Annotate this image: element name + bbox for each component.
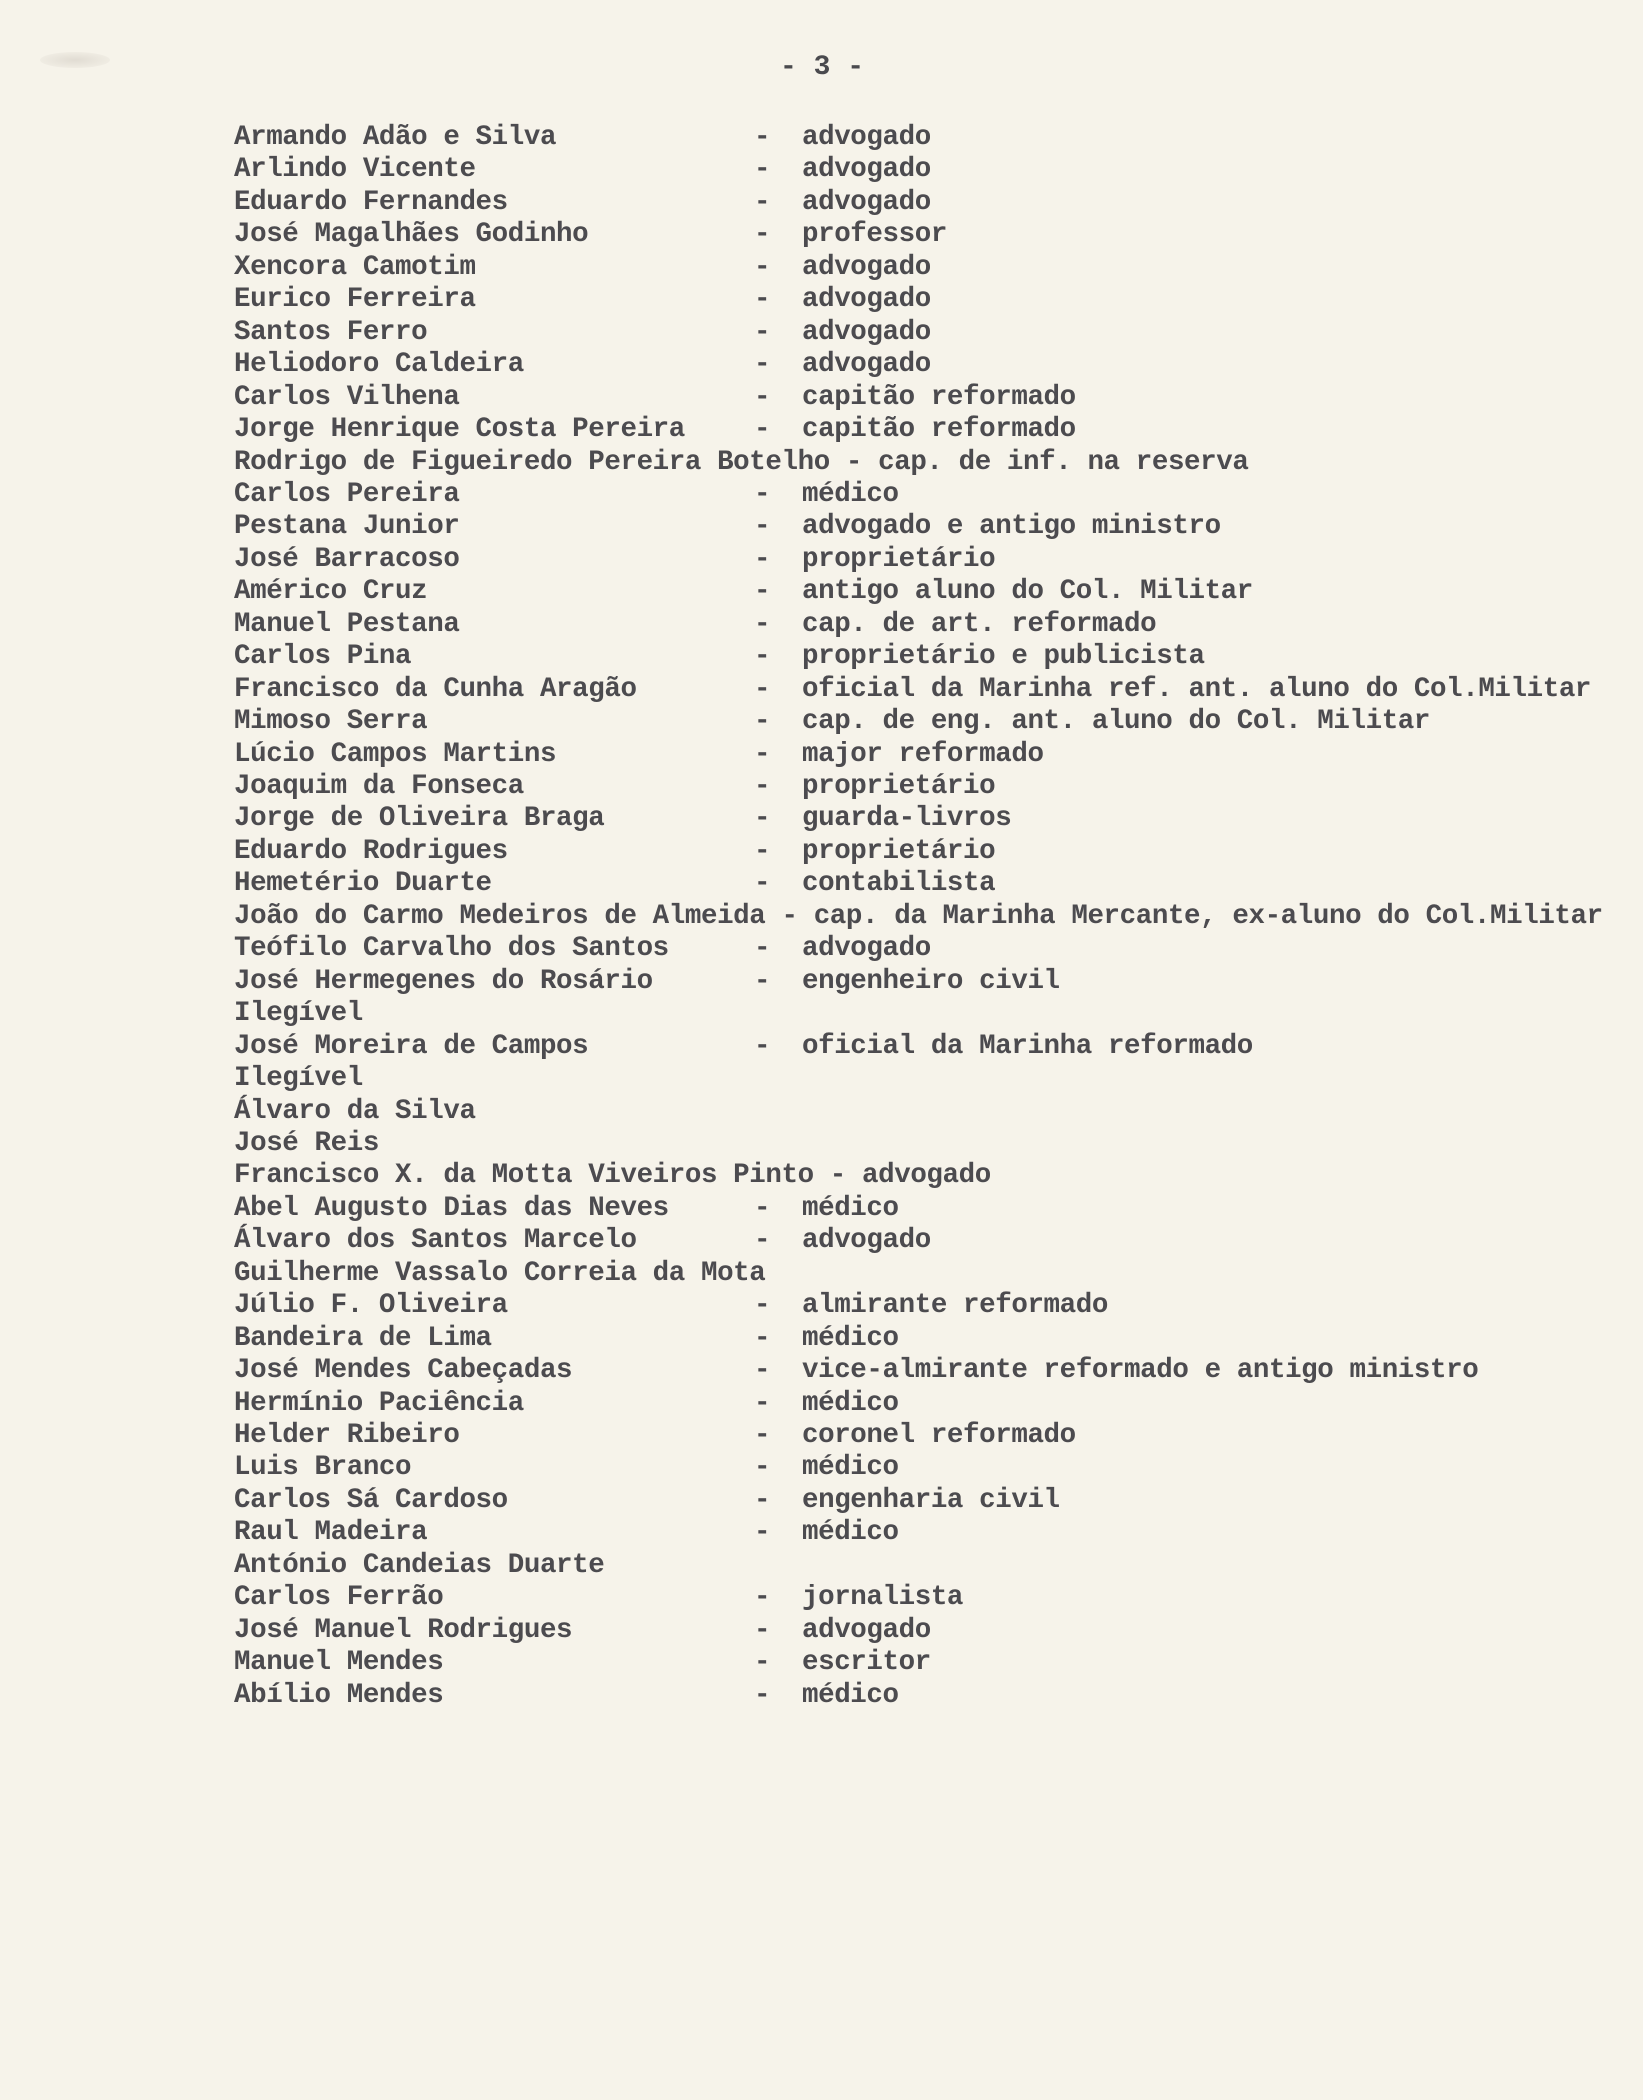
entry-name: Américo Cruz (234, 576, 428, 608)
entry-occupation: médico (802, 1679, 899, 1711)
entry-name: Raul Madeira (234, 1517, 428, 1549)
entry-dash: - (754, 251, 771, 283)
entry-dash: - (754, 414, 771, 446)
entry-occupation: advogado (802, 349, 931, 381)
entry-name: Helder Ribeiro (234, 1420, 460, 1451)
entry-dash: - (754, 803, 771, 835)
entry-name: Francisco X. da Motta Viveiros Pinto - advogado (234, 1160, 991, 1192)
list-item (234, 1550, 1614, 1582)
entry-name: Carlos Sá Cardoso (234, 1484, 508, 1516)
entry-occupation: oficial da Marinha ref. ant. aluno do Col.Militar (802, 673, 1592, 705)
list-item (234, 1096, 1614, 1128)
list-item (234, 803, 1614, 835)
entry-dash: - (754, 1355, 771, 1387)
entry-name: Manuel Mendes (234, 1647, 444, 1679)
list-item (234, 641, 1614, 673)
entry-occupation: engenharia civil (802, 1484, 1060, 1516)
entry-occupation: oficial da Marinha reformado (802, 1030, 1253, 1062)
entry-occupation: cap. de art. reformado (802, 608, 1157, 640)
entry-dash: - (754, 349, 771, 381)
list-item (234, 1355, 1614, 1387)
entry-dash: - (754, 154, 771, 186)
list-item (234, 966, 1614, 998)
list-item (234, 1420, 1614, 1452)
entry-occupation: cap. de eng. ant. aluno do Col. Militar (802, 706, 1431, 738)
entry-name: Álvaro dos Santos Marcelo (234, 1225, 637, 1257)
entry-name: Xencora Camotim (234, 251, 476, 283)
entry-name: Carlos Vilhena (234, 381, 460, 413)
entry-occupation: médico (802, 1387, 899, 1419)
entry-dash: - (754, 771, 771, 802)
entry-name: José Magalhães Godinho (234, 219, 589, 251)
list-item (234, 511, 1614, 543)
entry-occupation: professor (802, 219, 947, 251)
entry-dash: - (754, 641, 771, 673)
entry-dash: - (754, 1420, 771, 1451)
entry-dash: - (754, 478, 771, 510)
entry-name: Ilegível (234, 1063, 363, 1095)
list-item (234, 544, 1614, 576)
entry-name: Jorge Henrique Costa Pereira (234, 414, 685, 446)
entry-name: Carlos Pina (234, 641, 412, 673)
entry-dash: - (754, 868, 771, 900)
list-item (234, 1160, 1614, 1192)
entry-name: Carlos Pereira (234, 478, 460, 510)
list-item (234, 414, 1614, 446)
entry-name: Mimoso Serra (234, 706, 428, 738)
entry-dash: - (754, 965, 771, 997)
entry-name: Guilherme Vassalo Correia da Mota (234, 1257, 766, 1289)
list-item (234, 998, 1614, 1030)
list-item (234, 1290, 1614, 1322)
list-item (234, 1388, 1614, 1420)
entry-occupation: proprietário e publicista (802, 641, 1205, 673)
entry-name: Lúcio Campos Martins (234, 738, 557, 770)
entry-dash: - (754, 1290, 771, 1322)
list-item (234, 187, 1614, 219)
page-number: - 3 - (780, 52, 865, 83)
entry-dash: - (754, 1582, 771, 1614)
entry-dash: - (754, 381, 771, 413)
entry-dash: - (754, 1647, 771, 1679)
list-item (234, 252, 1614, 284)
entry-occupation: engenheiro civil (802, 965, 1060, 997)
list-item (234, 1193, 1614, 1225)
list-item (234, 1647, 1614, 1679)
list-item (234, 1680, 1614, 1712)
entry-dash: - (754, 511, 771, 543)
entry-name: José Manuel Rodrigues (234, 1614, 573, 1646)
entry-occupation: advogado e antigo ministro (802, 511, 1221, 543)
entry-occupation: proprietário (802, 771, 996, 802)
entry-dash: - (754, 576, 771, 608)
entry-dash: - (754, 835, 771, 867)
list-item (234, 1517, 1614, 1549)
list-item (234, 1323, 1614, 1355)
entry-name: Armando Adão e Silva (234, 122, 557, 153)
list-item (234, 706, 1614, 738)
list-item (234, 836, 1614, 868)
entry-name: José Moreira de Campos (234, 1030, 589, 1062)
entry-occupation: escritor (802, 1647, 931, 1679)
entry-dash: - (754, 1517, 771, 1549)
entry-name: Álvaro da Silva (234, 1095, 476, 1127)
entry-dash: - (754, 1030, 771, 1062)
entry-dash: - (754, 608, 771, 640)
entry-occupation: major reformado (802, 738, 1044, 770)
entry-occupation: vice-almirante reformado e antigo ministro (802, 1355, 1479, 1387)
entry-occupation: médico (802, 1452, 899, 1484)
entry-dash: - (754, 933, 771, 965)
list-item (234, 219, 1614, 251)
entry-name: Abel Augusto Dias das Neves (234, 1192, 669, 1224)
entry-dash: - (754, 1192, 771, 1224)
entry-occupation: contabilista (802, 868, 996, 900)
list-item (234, 1225, 1614, 1257)
entry-name: Eurico Ferreira (234, 284, 476, 316)
list-item (234, 317, 1614, 349)
list-item (234, 382, 1614, 414)
list-item (234, 1063, 1614, 1095)
entry-name: Júlio F. Oliveira (234, 1290, 508, 1322)
entry-name: Rodrigo de Figueiredo Pereira Botelho - cap. de inf. na reserva (234, 446, 1249, 478)
entry-occupation: almirante reformado (802, 1290, 1108, 1322)
list-item (234, 1258, 1614, 1290)
entry-name: Heliodoro Caldeira (234, 349, 524, 381)
entry-dash: - (754, 219, 771, 251)
list-item (234, 1452, 1614, 1484)
entry-name: Abílio Mendes (234, 1679, 444, 1711)
entry-occupation: proprietário (802, 835, 996, 867)
list-item (234, 609, 1614, 641)
entry-dash: - (754, 706, 771, 738)
entry-name: Hemetério Duarte (234, 868, 492, 900)
entry-name: Eduardo Rodrigues (234, 835, 508, 867)
entry-name: Teófilo Carvalho dos Santos (234, 933, 669, 965)
entry-dash: - (754, 673, 771, 705)
list-item (234, 868, 1614, 900)
entry-dash: - (754, 1614, 771, 1646)
entry-dash: - (754, 1225, 771, 1257)
list-item (234, 154, 1614, 186)
entry-name: Carlos Ferrão (234, 1582, 444, 1614)
entry-occupation: médico (802, 1517, 899, 1549)
entry-dash: - (754, 1452, 771, 1484)
entry-occupation: médico (802, 1192, 899, 1224)
list-item (234, 479, 1614, 511)
entry-name: Ilegível (234, 998, 363, 1030)
list-item (234, 1485, 1614, 1517)
entry-occupation: advogado (802, 251, 931, 283)
entry-name: Hermínio Paciência (234, 1387, 524, 1419)
entry-name: António Candeias Duarte (234, 1549, 605, 1581)
list-item (234, 674, 1614, 706)
entry-name: José Reis (234, 1127, 379, 1159)
list-item (234, 1615, 1614, 1647)
list-item (234, 349, 1614, 381)
entry-name: José Mendes Cabeçadas (234, 1355, 573, 1387)
entry-dash: - (754, 1322, 771, 1354)
entry-occupation: advogado (802, 154, 931, 186)
entry-occupation: capitão reformado (802, 381, 1076, 413)
entry-occupation: antigo aluno do Col. Militar (802, 576, 1253, 608)
entry-occupation: médico (802, 1322, 899, 1354)
entry-dash: - (754, 1387, 771, 1419)
entry-name: Jorge de Oliveira Braga (234, 803, 605, 835)
entry-occupation: advogado (802, 186, 931, 218)
entry-occupation: jornalista (802, 1582, 964, 1614)
entry-name: Eduardo Fernandes (234, 186, 508, 218)
entry-dash: - (754, 284, 771, 316)
entry-dash: - (754, 122, 771, 153)
list-item (234, 1582, 1614, 1614)
list-item (234, 576, 1614, 608)
entry-name: José Hermegenes do Rosário (234, 965, 653, 997)
entry-occupation: advogado (802, 316, 931, 348)
entry-name: Pestana Junior (234, 511, 460, 543)
entry-name: Manuel Pestana (234, 608, 460, 640)
entry-name: Francisco da Cunha Aragão (234, 673, 637, 705)
entry-occupation: guarda-livros (802, 803, 1012, 835)
entry-occupation: capitão reformado (802, 414, 1076, 446)
entry-dash: - (754, 543, 771, 575)
entry-dash: - (754, 316, 771, 348)
list-item (234, 122, 1614, 154)
entry-occupation: advogado (802, 1225, 931, 1257)
entry-name: Luis Branco (234, 1452, 412, 1484)
entry-occupation: advogado (802, 122, 931, 153)
entry-occupation: advogado (802, 1614, 931, 1646)
list-item (234, 1128, 1614, 1160)
list-item (234, 284, 1614, 316)
entry-occupation: coronel reformado (802, 1420, 1076, 1451)
entry-name: Bandeira de Lima (234, 1322, 492, 1354)
entry-dash: - (754, 738, 771, 770)
entry-dash: - (754, 1484, 771, 1516)
list-item (234, 901, 1614, 933)
list-item (234, 1031, 1614, 1063)
entry-occupation: proprietário (802, 543, 996, 575)
list-item (234, 447, 1614, 479)
entry-name: José Barracoso (234, 543, 460, 575)
list-item (234, 933, 1614, 965)
entry-dash: - (754, 1679, 771, 1711)
entry-name: Santos Ferro (234, 316, 428, 348)
list-item (234, 771, 1614, 803)
entry-name: Arlindo Vicente (234, 154, 476, 186)
entry-occupation: advogado (802, 284, 931, 316)
entry-occupation: médico (802, 478, 899, 510)
entry-occupation: advogado (802, 933, 931, 965)
list-item (234, 739, 1614, 771)
entry-name: João do Carmo Medeiros de Almeida - cap. da Marinha Mercante, ex-aluno do Col.Militar (234, 900, 1603, 932)
entry-dash: - (754, 186, 771, 218)
entry-name: Joaquim da Fonseca (234, 771, 524, 802)
